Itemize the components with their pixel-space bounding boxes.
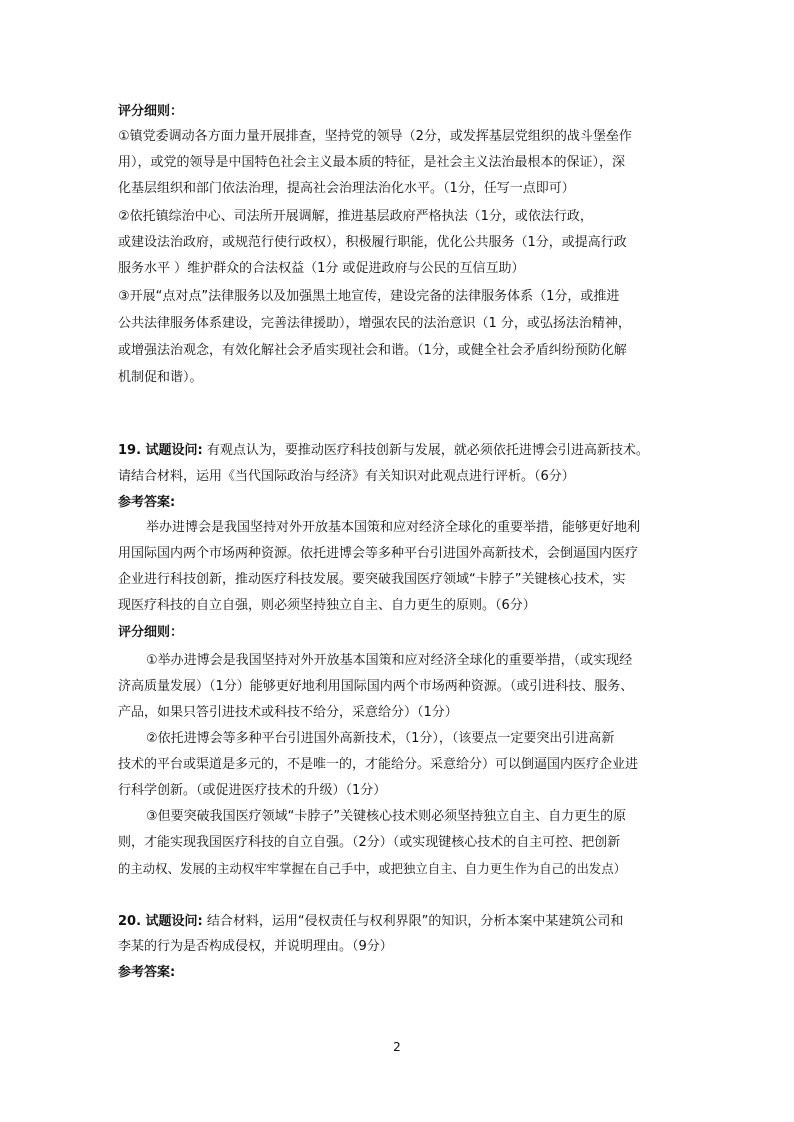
scoring-heading-1: 评分细则：: [118, 104, 184, 119]
scoring-line-8: 公共法律服务体系建设，完善法律援助），增强农民的法治意识（1 分，或弘扬法治精神，: [118, 316, 631, 331]
scoring-line-3: 化基层组织和部门依法治理，提高社会治理法治化水平。（1分，任写一点即可）: [118, 181, 575, 196]
scoring-line-9: 或增强法治观念，有效化解社会矛盾实现社会和谐。（1分，或健全社会矛盾纠纷预防化解: [118, 343, 627, 358]
scoring-line-4: ②依托镇综治中心、司法所开展调解，推进基层政府严格执法（1分，或依法行政，: [118, 209, 593, 224]
q19-scoring-line-8: 则，才能实现我国医疗科技的自立自强。（2分）（或实现键核心技术的自主可控、把创新: [118, 835, 621, 850]
q19-question-text: 有观点认为，要推动医疗科技创新与发展，就必须依托进博会引进高新技术。: [202, 443, 649, 458]
q19-scoring-line-2: 济高质量发展）（1分）能够更好地利用国际国内两个市场两种资源。（或引进科技、服务、: [118, 679, 634, 694]
q19-question-line-1: [118, 440, 649, 462]
scoring-line-2: 用），或党的领导是中国特色社会主义最本质的特征，是社会主义法治最根本的保证），深: [118, 155, 626, 170]
q19-answer-line-3: 企业进行科技创新，推动医疗科技发展。要突破我国医疗领域“卡脖子”关键核心技术，实: [118, 572, 626, 587]
q19-scoring-line-6: 行科学创新。（或促进医疗技术的升级）（1分）: [118, 783, 387, 798]
scoring-line-1: ①镇党委调动各方面力量开展排查，坚持党的领导（2分，或发挥基层党组织的战斗堡垒作: [118, 129, 632, 144]
q19-answer-heading: 参考答案:: [118, 495, 176, 510]
q19-scoring-line-7: ③但要突破我国医疗领域“卡脖子”关键核心技术则必须坚持独立自主、自力更生的原: [146, 809, 627, 824]
q19-scoring-line-5: 技术的平台或渠道是多元的，不是唯一的，才能给分。采意给分）可以倒逼国内医疗企业进: [118, 757, 639, 772]
q19-scoring-heading: 评分细则：: [118, 625, 184, 640]
scoring-line-7: ③开展“点对点”法律服务以及加强黑土地宣传，建设完备的法律服务体系（1分，或推进: [118, 289, 620, 304]
q20-answer-heading: 参考答案:: [118, 965, 176, 980]
q20-question-line-1: [118, 911, 623, 933]
q19-answer-line-4: 现医疗科技的自立自强，则必须坚持独立自主、自力更生的原则。（6分）: [118, 598, 536, 613]
q19-scoring-line-1: ①举办进博会是我国坚持对外开放基本国策和应对经济全球化的重要举措，（或实现经: [146, 653, 633, 668]
q19-scoring-line-9: 的主动权、发展的主动权牢牢掌握在自己手中，或把独立自主、自力更生作为自己的出发点）: [118, 861, 627, 876]
q19-question-line-2: 请结合材料，运用《当代国际政治与经济》有关知识对此观点进行评析。（6分）: [118, 469, 575, 484]
q19-scoring-line-4: ②依托进博会等多种平台引进国外高新技术，（1分），（该要点一定要突出引进高新: [146, 731, 615, 746]
scoring-line-10: 机制促和谐）。: [118, 370, 203, 385]
q19-answer-line-2: 用国际国内两个市场两种资源。依托进博会等多种平台引进国外高新技术，会倒逼国内医疗: [118, 546, 639, 561]
q19-scoring-line-3: 产品，如果只答引进技术或科技不给分，采意给分）（1分）: [118, 705, 458, 720]
q20-number-label: 20. 试题设问:: [118, 914, 203, 929]
q19-answer-line-1: 举办进博会是我国坚持对外开放基本国策和应对经济全球化的重要举措，能够更好地利: [146, 520, 641, 535]
q20-question-text: 结合材料，运用“侵权责任与权利界限”的知识，分析本案中某建筑公司和: [202, 914, 624, 929]
scoring-line-5: 或建设法治政府，或规范行使行政权），积极履行职能，优化公共服务（1分，或提高行政: [118, 235, 627, 250]
page-number: 2: [393, 1040, 401, 1054]
q20-question-line-2: 李某的行为是否构成侵权，并说明理由。（9分）: [118, 939, 393, 954]
scoring-line-6: 服务水平 ）维护群众的合法权益（1分 或促进政府与公民的互信互助）: [118, 261, 525, 276]
q19-number-label: 19. 试题设问:: [118, 443, 203, 458]
